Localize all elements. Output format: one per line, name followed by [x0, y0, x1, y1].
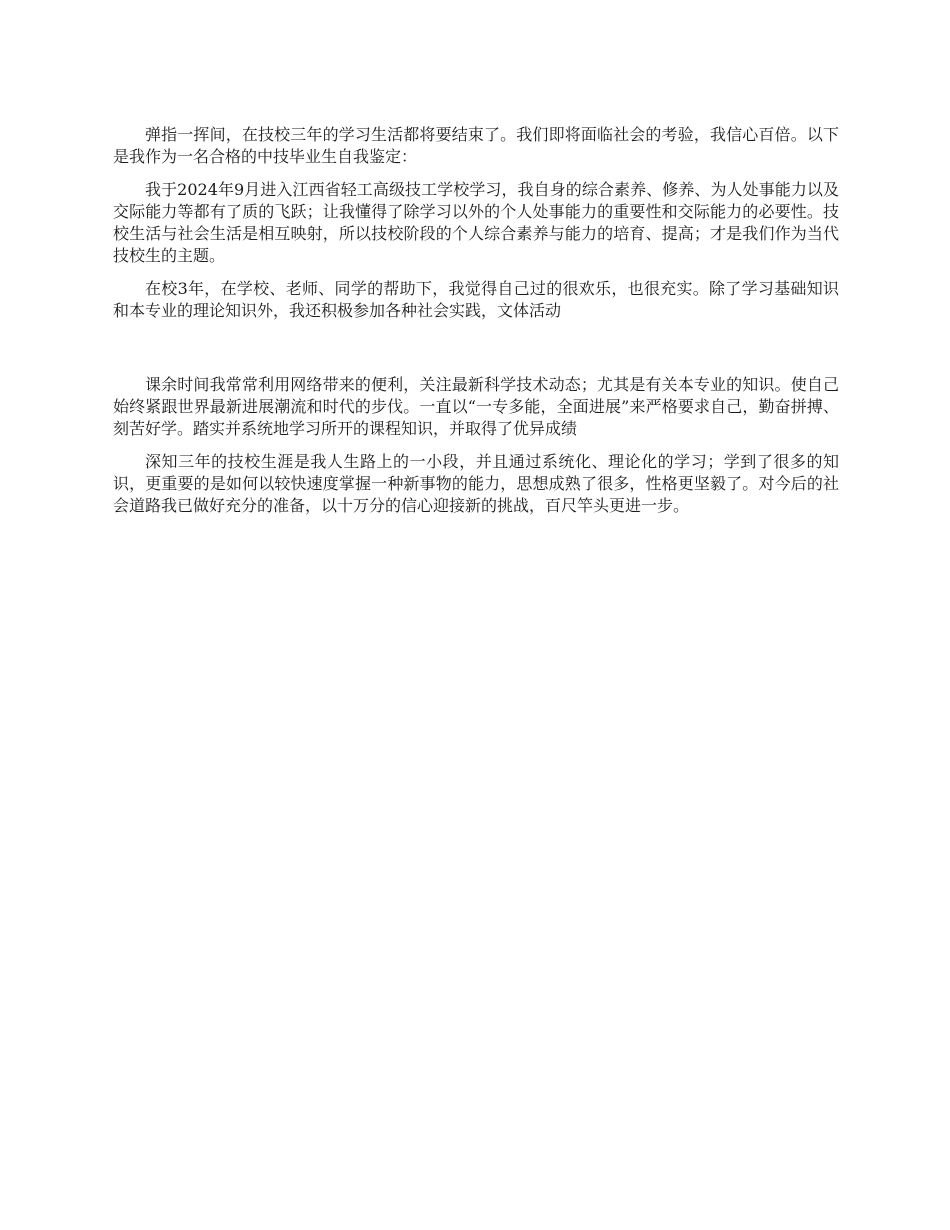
- paragraph-school-growth: 我于2024年9月进入江西省轻工高级技工学校学习，我自身的综合素养、修养、为人处事能力以及交际能力等都有了质的飞跃；让我懂得了除学习以外的个人处事能力的重要性和交际能力的必要性。技校生活与社会生活是相互映射，所以技校阶段的个人综合素养与能力的培育、提高；才是我们作为当代技校生的主题。: [113, 180, 839, 265]
- paragraph-conclusion: 深知三年的技校生涯是我人生路上的一小段，并且通过系统化、理论化的学习；学到了很多的知识，更重要的是如何以较快速度掌握一种新事物的能力，思想成熟了很多，性格更坚毅了。对今后的社会道路我已做好充分的准备，以十万分的信心迎接新的挑战，百尺竿头更进一步。: [113, 452, 839, 515]
- document-body: [113, 124, 839, 528]
- paragraph-self-study: 课余时间我常常利用网络带来的便利，关注最新科学技术动态；尤其是有关本专业的知识。使自己始终紧跟世界最新进展潮流和时代的步伐。一直以“一专多能，全面进展”来严格要求自己，勤奋拼搏、刻苦好学。踏实并系统地学习所开的课程知识，并取得了优异成绩: [113, 375, 839, 438]
- paragraph-campus-life: 在校3年，在学校、老师、同学的帮助下，我觉得自己过的很欢乐，也很充实。除了学习基础知识和本专业的理论知识外，我还积极参加各种社会实践，文体活动: [113, 279, 839, 320]
- paragraph-intro: 弹指一挥间，在技校三年的学习生活都将要结束了。我们即将面临社会的考验，我信心百倍。以下是我作为一名合格的中技毕业生自我鉴定：: [113, 125, 839, 166]
